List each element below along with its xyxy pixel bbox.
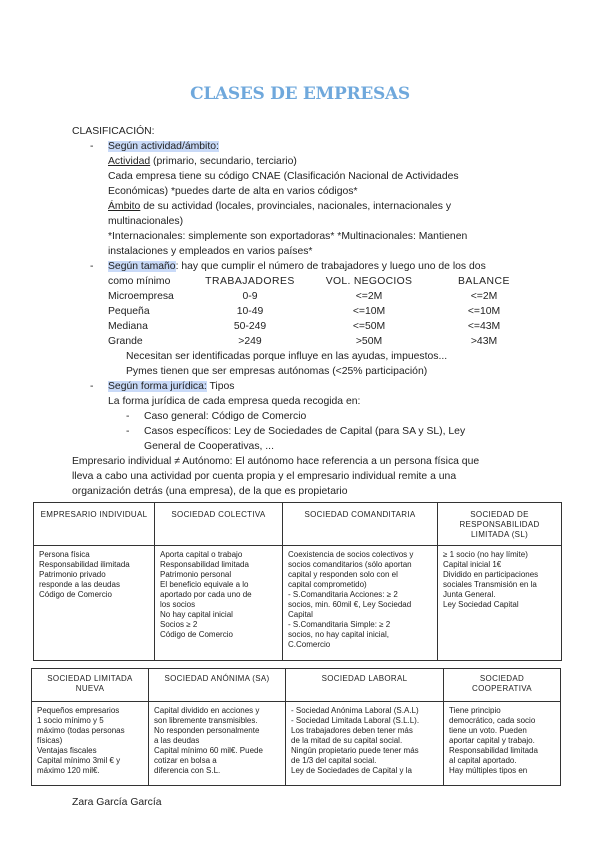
cell-line: diferencia con S.L. — [154, 766, 221, 775]
cell-line: Coexistencia de socios colectivos y — [288, 550, 414, 559]
cell-line: Los trabajadores deben tener más — [291, 726, 413, 735]
cell-line: socios comanditarios (sólo aportan — [288, 560, 412, 569]
cell-line: Responsabilidad limitada — [160, 560, 249, 569]
header-sociedad-sl: SOCIEDAD DE RESPONSABILIDAD LIMITADA (SL) — [438, 503, 562, 546]
cell-line: Socios ≥ 2 — [160, 620, 198, 629]
section-tamano-heading — [72, 259, 542, 274]
company-types-table-2 — [31, 668, 561, 786]
cell-line: a las deudas — [154, 736, 200, 745]
cell-line: aportar capital y trabajo. — [449, 736, 535, 745]
size-table-header — [72, 274, 542, 289]
table-row — [32, 702, 561, 786]
size-cell: >43M — [470, 336, 498, 347]
tamano-note-2: Pymes tienen que ser empresas autónomas (<25% participación) — [126, 366, 428, 377]
size-row — [72, 319, 542, 334]
cell-line: ≥ 1 socio (no hay límite) — [443, 550, 528, 559]
size-cell: <=43M — [467, 321, 501, 332]
cell-line: cotizar en bolsa a — [154, 756, 217, 765]
cell-line: al capital aportado. — [449, 756, 517, 765]
size-cell: <=2M — [470, 291, 498, 302]
ambito-line — [72, 199, 542, 214]
ambito-term: Ámbito — [108, 201, 141, 212]
bullet-dash: - — [90, 381, 94, 392]
cell-line: Patrimonio privado — [39, 570, 106, 579]
size-row — [72, 304, 542, 319]
cell-line: socios, no hay capital inicial, — [288, 630, 389, 639]
size-cell: Pequeña — [108, 306, 150, 317]
cell-line: Capital mínimo 3mil € y — [37, 756, 121, 765]
cell-sociedad-colectiva — [155, 546, 283, 661]
juridica-item-text: Casos específicos: Ley de Sociedades de Capital (para SA y SL), Ley — [144, 426, 466, 437]
size-cell: Mediana — [108, 321, 148, 332]
juridica-item-cont: General de Cooperativas, ... — [144, 441, 274, 452]
empresario-line: lleva a cabo una actividad por cuenta propia y el empresario individual remite a una — [72, 471, 457, 482]
cell-line: Capital inicial 1€ — [443, 560, 502, 569]
author-footer: Zara García García — [72, 797, 162, 808]
cell-line: Persona física — [39, 550, 90, 559]
header-sociedad-cooperativa: SOCIEDAD COOPERATIVA — [444, 669, 561, 702]
cell-line: de 1/3 del capital social. — [291, 756, 377, 765]
table-row — [34, 546, 562, 661]
highlighted-label: Según tamaño — [108, 261, 176, 272]
cell-line: Pequeños empresarios — [37, 706, 120, 715]
cell-line: socios, min. 60mil €, Ley Sociedad — [288, 600, 412, 609]
ambito-line-2: multinacionales) — [108, 216, 184, 227]
cell-line: No responden personalmente — [154, 726, 260, 735]
header-sociedad-anonima: SOCIEDAD ANÓNIMA (SA) — [149, 669, 286, 702]
cell-line: Ventajas fiscales — [37, 746, 97, 755]
cell-line: democrático, cada socio — [449, 716, 536, 725]
header-sociedad-laboral: SOCIEDAD LABORAL — [286, 669, 444, 702]
section-juridica-heading — [72, 379, 542, 394]
size-cell: 0-9 — [242, 291, 258, 302]
cell-line: Ningún propietario puede tener más — [291, 746, 419, 755]
table-header-row — [32, 669, 561, 702]
cell-line: capital y responden solo con el — [288, 570, 398, 579]
cell-line: tiene un voto. Pueden — [449, 726, 527, 735]
size-cell: <=10M — [467, 306, 501, 317]
cell-line: los socios — [160, 600, 196, 609]
cell-line: máximo (todas personas — [37, 726, 125, 735]
size-cell: >249 — [238, 336, 262, 347]
cell-line: - Sociedad Anónima Laboral (S.A.L) — [291, 706, 419, 715]
cell-line: capital comprometido) — [288, 580, 367, 589]
size-cell: Microempresa — [108, 291, 174, 302]
size-row — [72, 289, 542, 304]
size-cell: <=50M — [352, 321, 386, 332]
document-body — [72, 124, 542, 499]
cell-line: Capital mínimo 60 mil€. Puede — [154, 746, 263, 755]
bullet-dash: - — [126, 411, 130, 422]
juridica-label-rest: Tipos — [206, 381, 235, 392]
cell-sociedad-cooperativa — [444, 702, 561, 786]
cell-line: - S.Comanditaria Acciones: ≥ 2 — [288, 590, 398, 599]
cell-line: Patrimonio personal — [160, 570, 232, 579]
cell-line: Código de Comercio — [160, 630, 233, 639]
cell-line: Junta General. — [443, 590, 496, 599]
cell-sociedad-limitada-nueva — [32, 702, 149, 786]
cell-sociedad-comanditaria — [283, 546, 438, 661]
empresario-line: organización detrás (una empresa), de la que es propietario — [72, 486, 348, 497]
size-cell: <=10M — [352, 306, 386, 317]
size-col-label: como mínimo — [108, 276, 171, 287]
cell-line: Dividido en participaciones — [443, 570, 539, 579]
cell-line: Responsabilidad limitada — [449, 746, 538, 755]
cell-line: aportado por cada uno de — [160, 590, 252, 599]
juridica-item — [72, 409, 542, 424]
cell-line: Responsabilidad ilimitada — [39, 560, 130, 569]
cell-line: - Sociedad Limitada Laboral (S.L.L). — [291, 716, 420, 725]
size-col-trabajadores: TRABAJADORES — [205, 276, 295, 287]
highlighted-label: Según actividad/ámbito: — [108, 141, 219, 152]
tamano-intro: : hay que cumplir el número de trabajadores y luego uno de los dos — [175, 261, 486, 272]
section-actividad-heading — [72, 139, 542, 154]
juridica-item — [72, 424, 542, 439]
cell-line: No hay capital inicial — [160, 610, 233, 619]
tamano-note-1: Necesitan ser identificadas porque influye en las ayudas, impuestos... — [126, 351, 448, 362]
cell-line: Tiene principio — [449, 706, 501, 715]
header-sociedad-colectiva: SOCIEDAD COLECTIVA — [155, 503, 283, 546]
size-col-volumen: VOL. NEGOCIOS — [325, 276, 413, 287]
note-line-2: instalaciones y empleados en varios países* — [108, 246, 313, 257]
cell-empresario-individual — [34, 546, 155, 661]
size-col-balance: BALANCE — [457, 276, 510, 287]
cell-line: son libremente transmisibles. — [154, 716, 258, 725]
bullet-dash: - — [126, 426, 130, 437]
cell-line: Capital dividido en acciones y — [154, 706, 260, 715]
cell-line: El beneficio equivale a lo — [160, 580, 249, 589]
page-title: CLASES DE EMPRESAS — [190, 84, 410, 104]
cell-line: C.Comercio — [288, 640, 331, 649]
cnae-line-2: Económicas) *puedes darte de alta en varios códigos* — [108, 186, 358, 197]
cnae-line-1: Cada empresa tiene su código CNAE (Clasificación Nacional de Actividades — [108, 171, 459, 182]
note-line-1: *Internacionales: simplemente son exportadoras* *Multinacionales: Mantienen — [108, 231, 468, 242]
cell-line: Código de Comercio — [39, 590, 112, 599]
cell-line: Capital — [288, 610, 313, 619]
size-cell: >50M — [355, 336, 383, 347]
header-empresario-individual: EMPRESARIO INDIVIDUAL — [34, 503, 155, 546]
header-sociedad-limitada-nueva: SOCIEDAD LIMITADA NUEVA — [32, 669, 149, 702]
cell-line: máximo 120 mil€. — [37, 766, 100, 775]
size-cell: Grande — [108, 336, 143, 347]
cell-line: Ley de Sociedades de Capital y la — [291, 766, 412, 775]
size-cell: 10-49 — [236, 306, 264, 317]
highlighted-label: Según forma jurídica: — [108, 381, 207, 392]
cell-sociedad-sl — [438, 546, 562, 661]
bullet-dash: - — [90, 141, 94, 152]
company-types-table-1 — [33, 502, 562, 661]
actividad-line — [72, 154, 542, 169]
cell-line: 1 socio mínimo y 5 — [37, 716, 104, 725]
cell-line: Aporta capital o trabajo — [160, 550, 243, 559]
cell-line: Ley Sociedad Capital — [443, 600, 519, 609]
cell-sociedad-laboral — [286, 702, 444, 786]
juridica-item-text: Caso general: Código de Comercio — [144, 411, 307, 422]
juridica-intro: La forma jurídica de cada empresa queda recogida en: — [108, 396, 361, 407]
empresario-line: Empresario individual ≠ Autónomo: El autónomo hace referencia a un persona física que — [72, 456, 480, 467]
size-cell: 50-249 — [233, 321, 267, 332]
cell-line: de la mitad de su capital social. — [291, 736, 403, 745]
actividad-term: Actividad — [108, 156, 151, 167]
bullet-dash: - — [90, 261, 94, 272]
classification-heading: CLASIFICACIÓN: — [72, 126, 155, 137]
ambito-desc: de su actividad (locales, provinciales, nacionales, internacionales y — [140, 201, 452, 212]
cell-line: - S.Comanditaria Simple: ≥ 2 — [288, 620, 391, 629]
header-sociedad-comanditaria: SOCIEDAD COMANDITARIA — [283, 503, 438, 546]
cell-line: Hay múltiples tipos en — [449, 766, 528, 775]
table-header-row — [34, 503, 562, 546]
size-row — [72, 334, 542, 349]
cell-line: responde a las deudas — [39, 580, 120, 589]
cell-line: sociales Transmisión en la — [443, 580, 537, 589]
cell-line: físicas) — [37, 736, 63, 745]
size-cell: <=2M — [355, 291, 383, 302]
actividad-desc: (primario, secundario, terciario) — [150, 156, 297, 167]
cell-sociedad-anonima — [149, 702, 286, 786]
